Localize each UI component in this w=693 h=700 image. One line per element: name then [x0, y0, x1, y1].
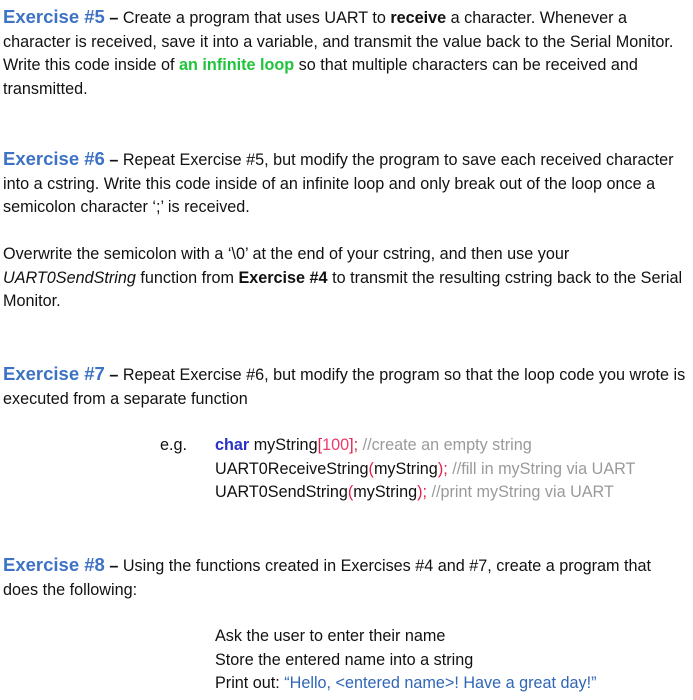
- exercise-5-dash: –: [104, 9, 123, 27]
- code-paren-open: (: [347, 483, 354, 502]
- exercise-8-text: Using the functions created in Exercises #4 and #7, create a program that does the following:: [3, 557, 652, 599]
- step-3-label: Print out:: [215, 674, 285, 693]
- code-comment: //create an empty string: [358, 436, 532, 454]
- step-1: Ask the user to enter their name: [215, 627, 446, 645]
- step-3-string: “Hello, <entered name>! Have a great day!”: [284, 674, 597, 693]
- example-label: [160, 434, 187, 458]
- code-example: [215, 434, 635, 505]
- step-2: Store the entered name into a string: [215, 650, 474, 669]
- code-semicolon: ;: [443, 459, 448, 478]
- code-paren-open: (: [368, 459, 374, 478]
- exercise-7-paragraph: [3, 362, 689, 411]
- code-comment: //print myString via UART: [427, 483, 614, 502]
- code-line-3: [215, 481, 635, 505]
- code-bracket-close: ]: [349, 436, 354, 454]
- code-line-1: [215, 434, 635, 458]
- code-semicolon: ;: [422, 483, 428, 502]
- code-function-name: UART0SendString: [215, 483, 348, 502]
- exercise-6-text: Repeat Exercise #5, but modify the program to save each received character into a cstring. Write this code inside of an infinite loop and only break out of the loop once a semicolon character ‘;’ is received.: [3, 151, 674, 217]
- code-identifier: myString: [249, 436, 318, 454]
- exercise-7-dash: –: [104, 366, 123, 384]
- step-3: [215, 672, 597, 696]
- exercise-5-title: Exercise #5: [3, 6, 105, 27]
- exercise-5-paragraph: [3, 5, 689, 101]
- code-semicolon: ;: [353, 436, 359, 454]
- code-paren-close: ): [437, 459, 444, 478]
- exercise-6-p2-text-b: function from: [135, 268, 239, 287]
- code-paren-close: ): [417, 483, 423, 502]
- exercise-6-p2-text-a: Overwrite the semicolon with a ‘\0’ at the end of your cstring, and then use your: [3, 245, 570, 263]
- exercise-5-text-1: Create a program that uses UART to: [122, 9, 391, 27]
- exercise-5-text-3: so that multiple characters can be received and transmitted.: [3, 56, 638, 98]
- code-keyword-char: char: [215, 436, 250, 454]
- exercise-8-steps: [215, 625, 597, 696]
- exercise-6-dash: –: [104, 151, 123, 169]
- eg-label: e.g.: [160, 436, 188, 454]
- code-bracket-open: [: [317, 436, 323, 454]
- code-number: 100: [322, 436, 350, 454]
- code-comment: //fill in myString via UART: [447, 459, 636, 478]
- exercise-5-bold-receive: receive: [390, 9, 447, 27]
- code-function-name: UART0ReceiveString: [215, 459, 369, 478]
- exercise-8-title: Exercise #8: [3, 554, 105, 575]
- code-argument: myString: [353, 483, 418, 502]
- exercise-6-p2-italic: UART0SendString: [3, 268, 136, 287]
- exercise-6-p2-bold: Exercise #4: [238, 268, 328, 287]
- code-argument: myString: [373, 459, 438, 478]
- exercise-6-p2-text-c: to transmit the resulting cstring back to the Serial Monitor.: [3, 268, 683, 311]
- exercise-6-paragraph-2: [3, 243, 689, 314]
- exercise-8-dash: –: [104, 557, 123, 575]
- exercise-7-text: Repeat Exercise #6, but modify the program so that the loop code you wrote is executed from a separate function: [3, 366, 686, 408]
- exercise-7-title: Exercise #7: [3, 363, 105, 384]
- exercise-8-paragraph: [3, 553, 689, 602]
- exercise-5-text-2: a character. Whenever a character is received, save it into a variable, and transmit the value back to the Serial Monitor. Write this code inside of: [3, 9, 674, 75]
- exercise-6-paragraph-1: [3, 147, 689, 220]
- code-line-2: [215, 458, 635, 482]
- exercise-6-title: Exercise #6: [3, 148, 105, 169]
- exercise-5-infinite-loop: an infinite loop: [179, 56, 295, 75]
